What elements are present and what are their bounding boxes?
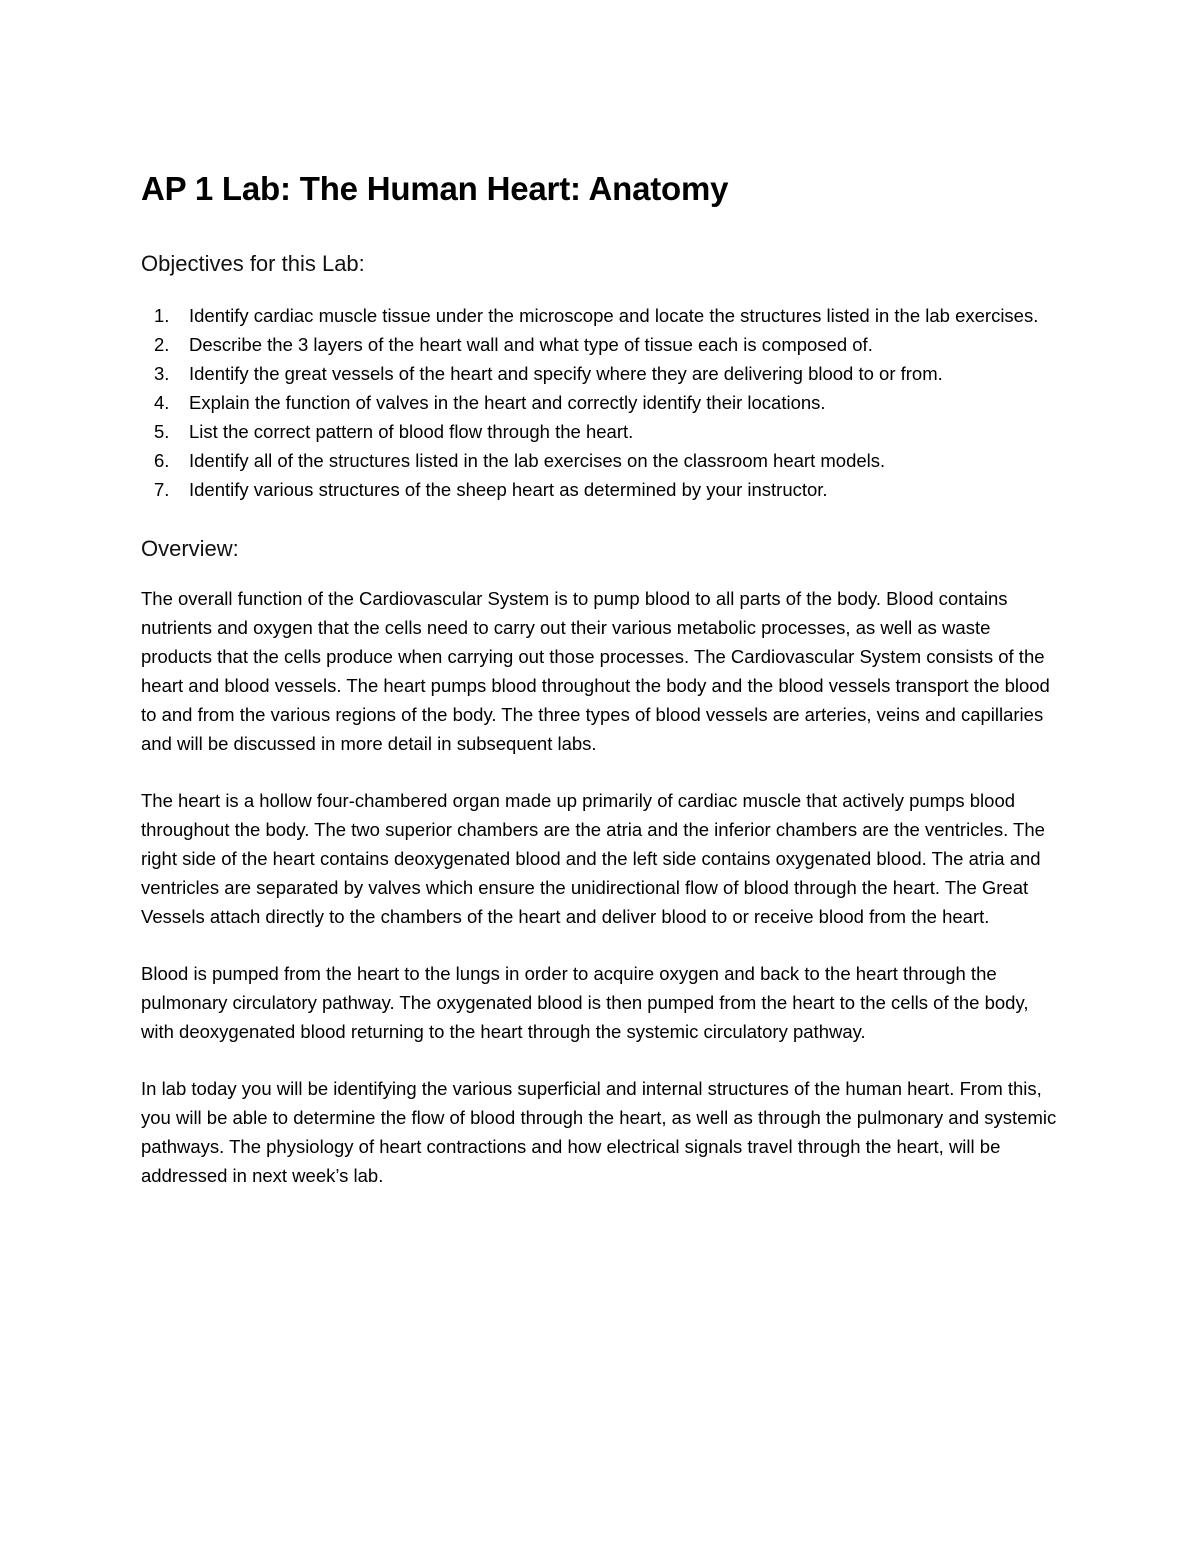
page-title: AP 1 Lab: The Human Heart: Anatomy [141,170,729,207]
objectives-list [141,301,1066,504]
objective-item [141,446,1066,475]
overview-heading: Overview: [141,536,239,561]
objective-item [141,475,1066,504]
objective-item [141,417,1066,446]
objective-number: 2. [154,334,170,355]
objective-item [141,330,1066,359]
overview-paragraph: Blood is pumped from the heart to the lungs in order to acquire oxygen and back to the heart through the pulmonary circulatory pathway. The oxygenated blood is then pumped from the heart to the cells of the body, with deoxygenated blood returning to the heart through the systemic circulatory pathway. [141,963,1029,1042]
overview-paragraph: The overall function of the Cardiovascular System is to pump blood to all parts of the body. Blood contains nutrients and oxygen that the cells need to carry out their various metabolic processes, as well as waste products that the cells produce when carrying out those processes. The Cardiovascular System consists of the heart and blood vessels. The heart pumps blood throughout the body and the blood vessels transport the blood to and from the various regions of the body. The three types of blood vessels are arteries, veins and capillaries and will be discussed in more detail in subsequent labs. [141,588,1050,754]
objective-text: Identify various structures of the sheep heart as determined by your instructor. [189,479,828,500]
overview-paragraph: The heart is a hollow four-chambered organ made up primarily of cardiac muscle that actively pumps blood throughout the body. The two superior chambers are the atria and the inferior chambers are the ventricles. The right side of the heart contains deoxygenated blood and the left side contains oxygenated blood. The atria and ventricles are separated by valves which ensure the unidirectional flow of blood through the heart. The Great Vessels attach directly to the chambers of the heart and deliver blood to or receive blood from the heart. [141,790,1045,927]
objective-text: List the correct pattern of blood flow through the heart. [189,421,634,442]
objective-text: Describe the 3 layers of the heart wall and what type of tissue each is composed of. [189,334,873,355]
objective-number: 5. [154,421,170,442]
objective-text: Explain the function of valves in the heart and correctly identify their locations. [189,392,826,413]
objective-item [141,388,1066,417]
overview-paragraph: In lab today you will be identifying the various superficial and internal structures of the human heart. From this, you will be able to determine the flow of blood through the heart, as well as through the pulmonary and systemic pathways. The physiology of heart contractions and how electrical signals travel through the heart, will be addressed in next week’s lab. [141,1078,1057,1186]
objective-number: 3. [154,363,170,384]
objective-number: 7. [154,479,170,500]
document-page [141,165,1066,1190]
objective-text: Identify the great vessels of the heart and specify where they are delivering blood to or from. [189,363,943,384]
objective-number: 6. [154,450,170,471]
objective-number: 1. [154,305,170,326]
objective-text: Identify cardiac muscle tissue under the microscope and locate the structures listed in the lab exercises. [189,305,1039,326]
objectives-heading: Objectives for this Lab: [141,251,365,276]
objective-text: Identify all of the structures listed in the lab exercises on the classroom heart models. [189,450,886,471]
objective-item [141,359,1066,388]
objective-number: 4. [154,392,170,413]
objective-item [141,301,1066,330]
